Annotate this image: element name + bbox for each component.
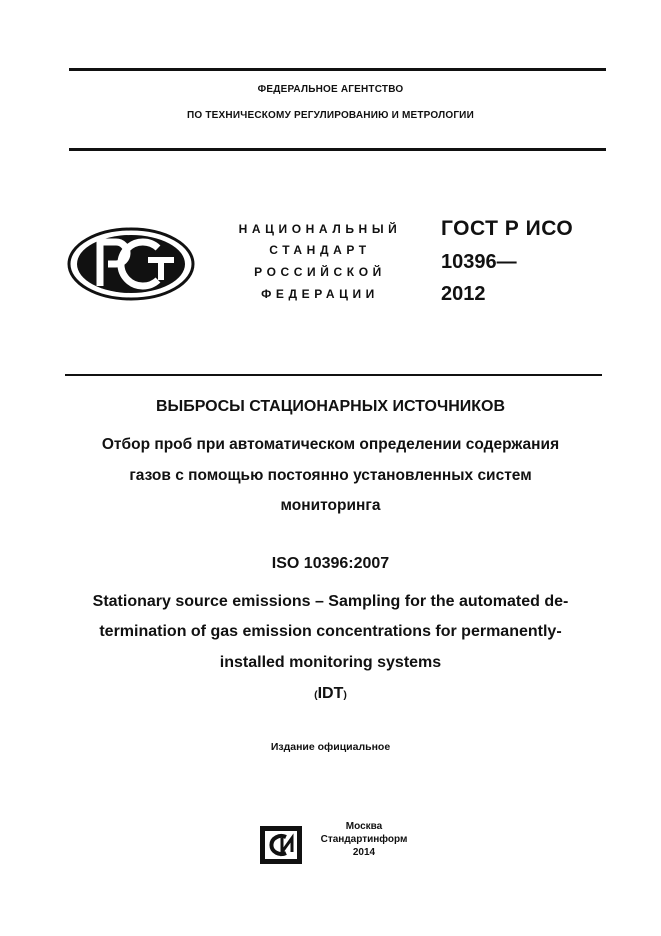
standard-type-line-3: РОССИЙСКОЙ	[254, 265, 386, 279]
standard-number: 10396—	[441, 251, 517, 273]
edition-label: Издание официальное	[270, 741, 391, 753]
agency-line-2: ПО ТЕХНИЧЕСКОМУ РЕГУЛИРОВАНИЮ И МЕТРОЛОГИИ	[187, 110, 474, 121]
idt-label	[0, 685, 661, 703]
publisher-year: 2014	[352, 847, 376, 858]
idt-text: IDT	[317, 685, 344, 702]
title-en-line-2: termination of gas emission concentrations for permanently-	[99, 623, 562, 640]
publisher-name: Стандартинформ	[320, 834, 408, 845]
standard-year: 2012	[441, 283, 486, 305]
publisher-info	[314, 820, 414, 859]
standard-type-line-2: СТАНДАРТ	[269, 243, 371, 257]
title-ru-sub-line-3: мониторинга	[280, 497, 381, 514]
title-en-line-3: installed monitoring systems	[219, 654, 442, 671]
title-en-line-1: Stationary source emissions – Sampling for the automated de-	[92, 593, 569, 610]
idt-close-paren: )	[343, 689, 347, 701]
iso-reference: ISO 10396:2007	[271, 555, 390, 572]
standard-designation: ГОСТ Р ИСО	[441, 217, 574, 240]
standard-type-line-1: НАЦИОНАЛЬНЫЙ	[238, 222, 402, 236]
agency-line-1: ФЕДЕРАЛЬНОЕ АГЕНТСТВО	[257, 84, 404, 95]
title-ru-main: ВЫБРОСЫ СТАЦИОНАРНЫХ ИСТОЧНИКОВ	[155, 398, 506, 415]
publisher-city: Москва	[345, 821, 383, 832]
standard-type-line-4: ФЕДЕРАЦИИ	[261, 287, 379, 301]
top-rule	[69, 68, 606, 71]
idt-open-paren: (	[314, 689, 318, 701]
rst-certification-mark-icon	[66, 226, 196, 307]
title-ru-sub-line-2: газов с помощью постоянно установленных систем	[129, 467, 532, 484]
standartinform-logo-icon	[258, 824, 304, 871]
title-top-rule	[65, 374, 602, 376]
agency-bottom-rule	[69, 148, 606, 151]
title-ru-sub-line-1: Отбор проб при автоматическом определении содержания	[101, 436, 560, 453]
